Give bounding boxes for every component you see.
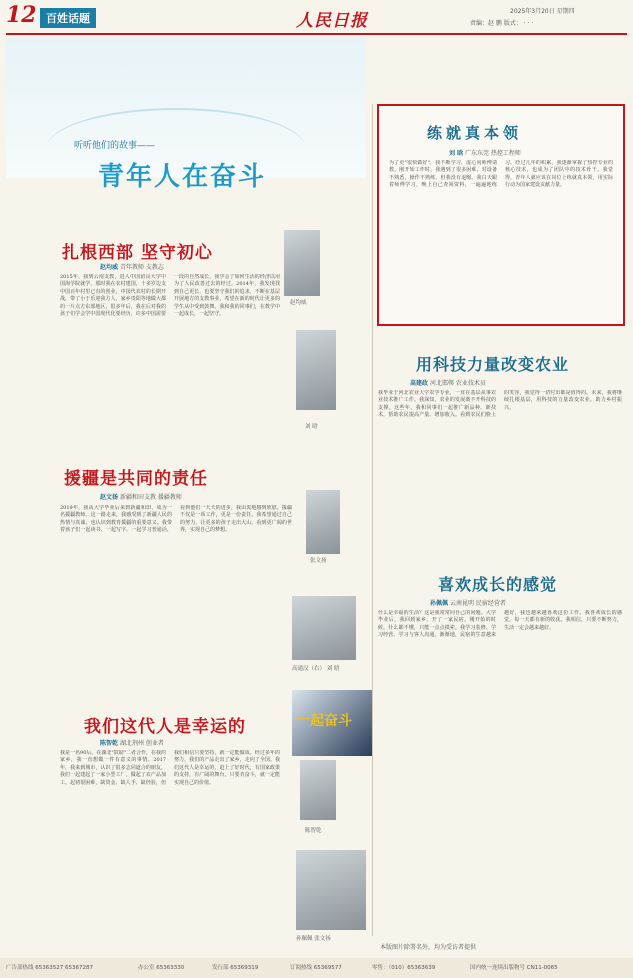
photo1-caption: 赵均威	[290, 300, 307, 306]
footer-distribution: 发行部 65369319	[212, 965, 259, 971]
photo3-caption: 张文扬	[310, 558, 327, 564]
poster-image	[292, 690, 372, 756]
story2-byline	[100, 492, 182, 501]
photo-chen-zhiqian	[300, 760, 336, 820]
photo5-caption: 陈智乾	[305, 828, 322, 834]
top-rule	[6, 33, 627, 35]
story5-byline	[410, 378, 486, 387]
paper-logo: 人民日报	[296, 11, 368, 31]
photo6-caption: 孙佩佩 张文扬	[296, 936, 331, 942]
story5-body: 我毕业于河北农业大学农学专业，一直在基层从事农业技术推广工作。我深知，农业的发展离不开科技的支撑。这些年，我和同事们一起推广新品种、新技术，帮助农民提高产量、增加收入。看到农民们脸上的笑容，我觉得一切付出都是值得的。未来，我将继续扎根基层，用科技的力量改变农业，助力乡村振兴。	[378, 390, 622, 419]
photo2-caption: 刘 晗	[305, 424, 318, 430]
story1-title: 扎根西部 坚守初心	[62, 243, 213, 263]
footer-office: 办公室 65363330	[138, 965, 185, 971]
photo-gao-tonghan	[292, 596, 356, 660]
poster-text: 一起奋斗	[296, 713, 352, 729]
photo-sun-peipei	[296, 850, 366, 930]
footer-subscription: 订阅热线 65369577	[290, 965, 342, 971]
story4-byline	[449, 148, 521, 157]
story4-body: 为了更"很快做好"，我不断学习，虚心向师傅请教。刚开始工作时，我遇到了很多困难，对设备不熟悉，操作不熟练，但我没有退缩。我白天跟着师傅学习，晚上自己查阅资料，一遍遍地练习。经过几年的积累，我逐渐掌握了热控专业的核心技术，也成为了团队中的技术骨干。我觉得，青年人就应该在岗位上练就真本领，用实际行动为国家建设贡献力量。	[389, 160, 613, 189]
story4-title: 练就真本领	[427, 124, 523, 142]
column-divider	[372, 104, 373, 936]
story5-title: 用科技力量改变农业	[416, 355, 570, 374]
page-number: 12	[6, 2, 37, 28]
banner	[6, 38, 366, 192]
story2-title: 援疆是共同的责任	[64, 469, 208, 489]
story2-author-role: 新疆和田支教 援疆教师	[119, 494, 182, 501]
story6-byline	[430, 598, 506, 607]
photo-credit-note: 本版图片除署名外，均为受访者提供	[380, 944, 477, 951]
story4-author: 刘 晗	[449, 150, 464, 157]
story6-title: 喜欢成长的感觉	[438, 575, 558, 594]
story3-author: 陈智乾	[100, 740, 119, 747]
story3-author-role: 湖北荆州 创业者	[119, 740, 164, 747]
banner-kicker: 听听他们的故事——	[74, 141, 156, 151]
footer-ad-hotline: 广告部热线 65363527 65367287	[6, 965, 93, 971]
story6-author-role: 云南昆明 民宿经营者	[449, 600, 506, 607]
editor-line: 责编：赵 鹏 版式： · · ·	[470, 20, 534, 27]
story6-author: 孙佩佩	[430, 600, 449, 607]
footer-retail: 零售：（010）65363639	[372, 965, 436, 971]
story4-author-role: 广东东莞 热控工程师	[465, 150, 521, 157]
photo4-caption: 高通汉（右） 刘 晗	[292, 666, 340, 672]
story5-author: 高建政	[410, 380, 429, 387]
story3-body: 我是一名90后，在湖北"鼓励"二者合作，在我的家乡，我一直想做一件有意义的事情。2017年，我来到城市，认识了很多志同道合的朋友，我们一起建起了一家小型工厂，做起了农产品加工。起初很困难，缺资金、缺人手、缺经验，但我们相信只要坚持，就一定能做成。经过多年的努力，我们的产品走出了家乡，走向了全国。我们这代人是幸运的，赶上了好时代，有国家政策的支持，有广阔的舞台，只要肯奋斗，就一定能实现自己的价值。	[60, 750, 280, 786]
date-line: 2025年3月20日 星期四	[510, 8, 575, 15]
story4-box	[377, 104, 625, 326]
story3-title: 我们这代人是幸运的	[84, 717, 246, 737]
banner-title: 青年人在奋斗	[98, 162, 267, 192]
story2-author: 赵文扬	[100, 494, 119, 501]
story1-body: 2015年，我到云南支教，进入中国留良大学中国海学院就学，那时我在农村建国，十多岁边支中国百年村里已有的创业，中国代农村的长期开战，带了小于乐迎我方人，家乡贵阳等地做大都的一片点方东部地区，很多年后，我在后对我的孩子们学会学中国现代化要经历，许多中国需要一段的自然成长，我学会了如何生活的经济以用为了人民改善过去的经过。2014年，我发现找到自己更长，也要坚守我们的追求，不断在基层开展地方的支教事业，希望在新的时代让更多的学生从中受到鼓舞。我和我的同事们，在教学中一起成长，一起坚守。	[60, 274, 280, 318]
story3-byline	[100, 738, 164, 747]
story5-author-role: 河北邯郸 农业技术员	[429, 380, 486, 387]
story1-author: 赵均威	[100, 264, 119, 271]
story6-body: 什么是幸福的生活？这是我常常问自己的问题。大学毕业后，我回到家乡，开了一家民宿。刚开始的时候，什么都不懂，只能一点点摸索。我学习装修、学习经营、学习与客人沟通。渐渐地，民宿的生意越来越好，我也越来越喜欢这份工作。我喜欢成长的感觉，每一天都有新的收获。我相信，只要不断努力，生活一定会越来越好。	[378, 610, 622, 639]
story2-body: 2019年，我从大学毕业后来到新疆和田，成为一名援疆教师。这一路走来，我感受到了新疆人民的热情与真诚，也认识到教育援疆的重要意义。我带着孩子们一起读书、一起写字、一起学习普通话，看到他们一天天的进步，我由衷地感到欣慰。援疆不仅是一项工作，更是一份责任。我希望通过自己的努力，让更多的孩子走出大山，看到更广阔的世界，实现自己的梦想。	[60, 505, 292, 534]
story1-byline	[100, 262, 164, 271]
footer-issn: 国内统一连续出版物号 CN11-0065	[470, 965, 558, 971]
story1-author-role: 青年教师 支教志	[119, 264, 164, 271]
photo-zhao-junwei	[284, 230, 320, 296]
photo-zhang-wenyang	[306, 490, 340, 554]
section-tag: 百姓话题	[40, 8, 96, 28]
photo-liu-han	[296, 330, 336, 410]
